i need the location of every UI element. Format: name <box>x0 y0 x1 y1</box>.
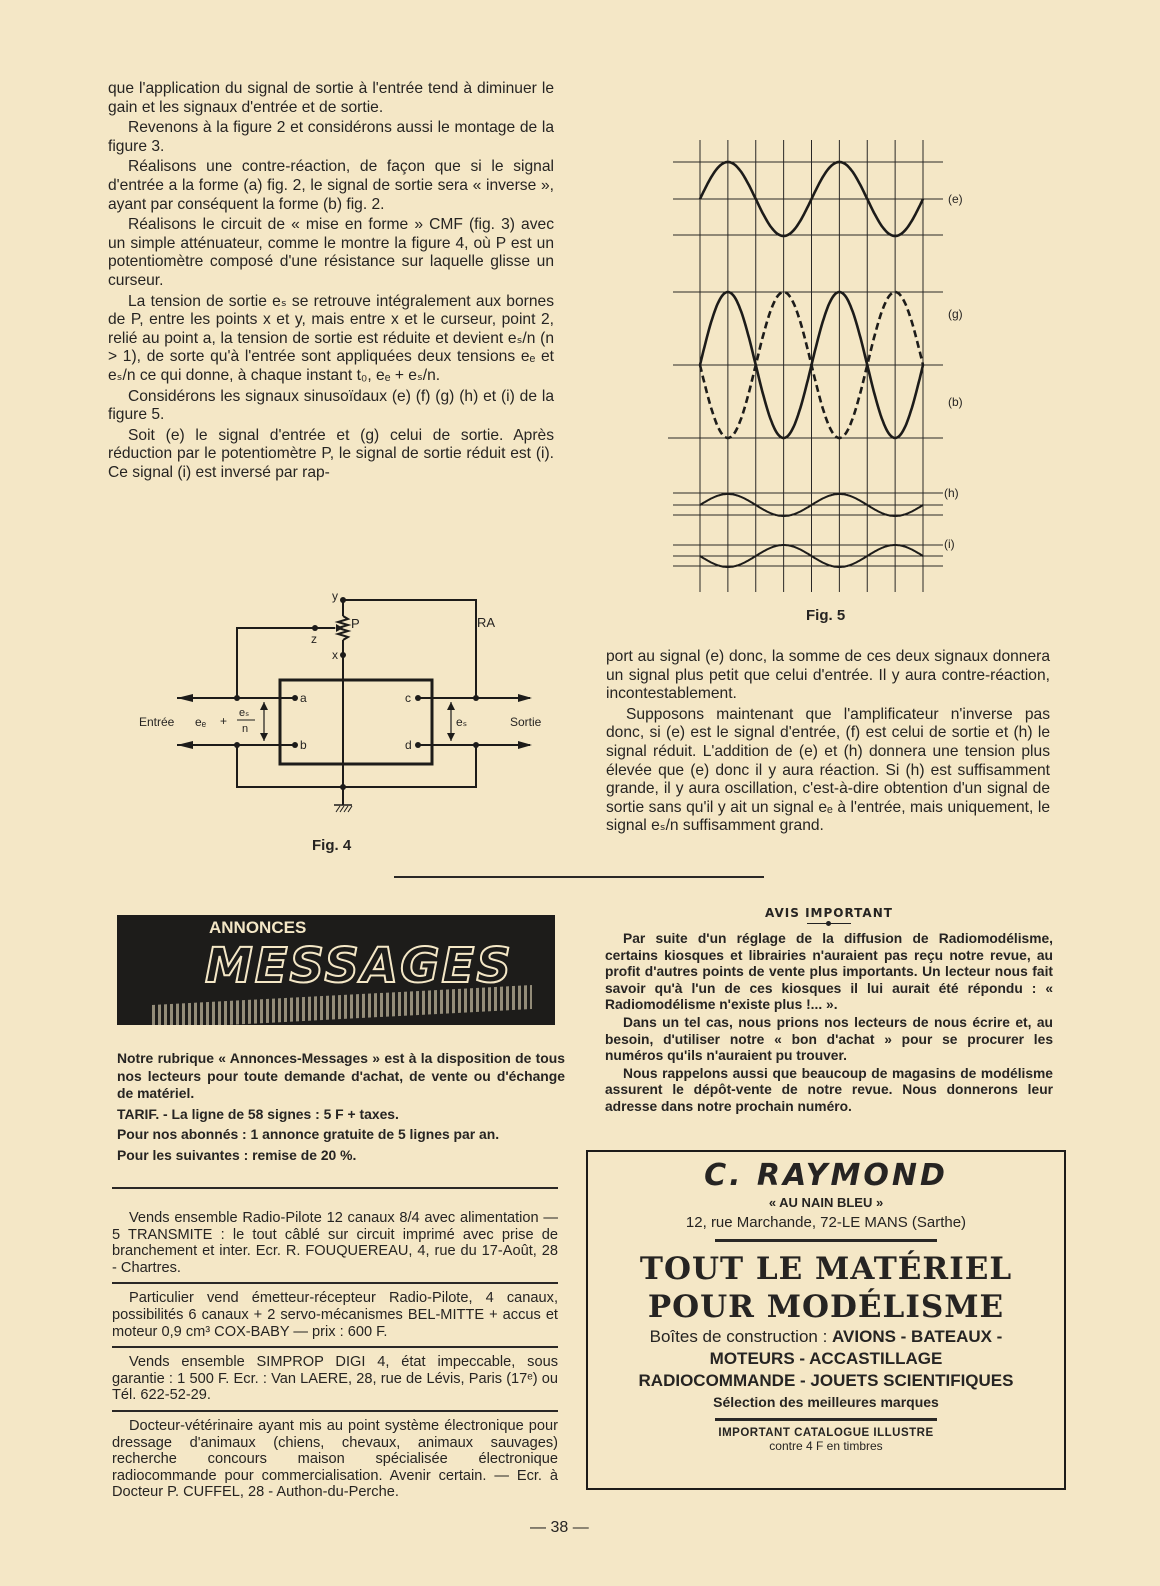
ad-text: Vends ensemble Radio-Pilote 12 canaux 8/4 avec alimentation — 5 TRANSMITE : le tout câblé sur circuit imprimé avec prise de branchement et inter. Ecr. R. FOUQUEREAU, 4, rue du 17-Août, 28 - Chartres. <box>112 1210 558 1276</box>
page-number: — 38 — <box>530 1519 589 1536</box>
es-numerator: eₛ <box>239 707 250 719</box>
classified-ad <box>112 1410 558 1507</box>
ad-text: Vends ensemble SIMPROP DIGI 4, état impeccable, sous garantie : 1 500 F. Ecr. : Van LAERE, 28, rue de Lévis, Paris (17ᵉ) ou Tél. 622-52-29. <box>112 1354 558 1404</box>
shop-name: « AU NAIN BLEU » <box>768 1195 884 1210</box>
ad-text: Particulier vend émetteur-récepteur Radio-Pilote, 4 canaux, possibilités 6 canaux + 2 servo-mécanismes BEL-MITTE + accus et moteur 0,9 cm³ COX-BABY — prix : 600 F. <box>112 1290 558 1340</box>
classified-ad <box>112 1346 558 1410</box>
title-ornament <box>807 923 851 924</box>
divider <box>715 1239 937 1242</box>
node-d-label: d <box>405 738 412 752</box>
node-z-label: z <box>311 632 317 646</box>
notice-title: AVIS IMPORTANT <box>765 906 893 920</box>
product-categories: AVIONS - BATEAUX - <box>832 1327 1003 1346</box>
headline: POUR MODÉLISME <box>647 1289 1005 1325</box>
notice-paragraph: Par suite d'un réglage de la diffusion de Radiomodélisme, certains kiosques et librairies n'auraient pas reçu notre revue, au profit d'autres points de vente plus importants. Un lecteur nous fait savoir qu'à l'un de ces kiosques il lui aurait été répondu : « Radiomodélisme n'existe plus !... ». <box>605 931 1053 1013</box>
selection-text: Sélection des meilleures marques <box>713 1394 939 1410</box>
ra-label: RA <box>477 615 496 630</box>
notice-paragraph: Nous rappelons aussi que beaucoup de magasins de modélisme assurent le dépôt-vente de notre revue. Nous donnerons leur adresse dans notre prochain numéro. <box>605 1065 1053 1114</box>
paragraph: port au signal (e) donc, la somme de ces deux signaux donnera un signal plus petit que celui d'entrée. Il y aura contre-réaction, incontestablement. <box>606 648 1050 703</box>
headline: TOUT LE MATÉRIEL <box>639 1251 1013 1287</box>
node-y-label: y <box>332 589 338 603</box>
product-prefix: Boîtes de construction : <box>649 1327 833 1346</box>
classified-ad <box>112 1282 558 1346</box>
notice-paragraph: Dans un tel cas, nous prions nos lecteurs de nous écrire et, au besoin, d'utiliser notre « bon d'achat » pour se procurer les numéros qu'ils n'auraient pu trouver. <box>605 1014 1053 1064</box>
label-e: (e) <box>948 192 963 206</box>
shop-address: 12, rue Marchande, 72-LE MANS (Sarthe) <box>685 1214 967 1231</box>
label-g: (g) <box>948 307 963 321</box>
potentiometer-label: P <box>351 616 360 631</box>
paragraph: Réalisons le circuit de « mise en forme » CMF (fig. 3) avec un simple atténuateur, comme le montre la figure 4, où P est un potentiomètre composé d'une résistance sur laquelle glisse un curseur. <box>108 216 554 289</box>
ad-text: Docteur-vétérinaire ayant mis au point système électronique pour dressage d'animaux (chiens, chevaux, animaux sauvages) recherche concours maison spécialisée électronique radiocommande pour commercialisation. Avenir certain. — Ecr. à Docteur P. CUFFEL, 28 - Authon-du-Perche. <box>112 1417 558 1501</box>
classified-ads <box>112 1187 558 1507</box>
node-c-label: c <box>405 691 411 705</box>
paragraph: Réalisons une contre-réaction, de façon que si le signal d'entrée a la forme (a) fig. 2, le signal de sortie sera « inverse », ayant par conséquent la forme (b) fig. 2. <box>108 158 554 213</box>
label-i: (i) <box>944 537 955 551</box>
suivantes-text: Pour les suivantes : remise de 20 %. <box>117 1146 357 1163</box>
output-label: Sortie <box>510 715 542 729</box>
ee-label: eₑ <box>195 715 207 729</box>
catalogue-price: contre 4 F en timbres <box>769 1439 883 1453</box>
avis-important-notice <box>605 906 1053 1117</box>
input-label: Entrée <box>139 715 175 729</box>
banner-messages-text: MESSAGES <box>205 938 513 994</box>
paragraph: Supposons maintenant que l'amplificateur n'inverse pas donc, si (e) est le signal d'entrée, (f) est celui de sortie et (h) le signal réduit. L'addition de (e) et (h) donnera une tension plus élevée que (e) donc il y aura réaction. Si (h) est suffisamment grande, il y aura oscillation, c'est-à-dire obtention d'un signal de sortie sans qu'il y ait un signal eₑ à l'entrée, mais uniquement, le signal eₛ/n suffisamment grand. <box>606 705 1050 835</box>
banner-annonces-text: ANNONCES <box>209 918 307 937</box>
section-divider <box>394 876 764 878</box>
paragraph: La tension de sortie eₛ se retrouve intégralement aux bornes de P, entre les points x et y, mais entre x et le curseur, point 2, relié au point a, la tension de sortie est réduite et devient eₛ/n (n > 1), de sorte qu'à l'entrée sont appliquées deux tensions eₑ et eₛ/n ce qui donne, à chaque instant t₀, eₑ + eₛ/n. <box>108 292 554 384</box>
figure-4-caption: Fig. 4 <box>312 837 352 854</box>
ground-icon <box>336 806 352 812</box>
divider <box>715 1418 937 1421</box>
shop-owner-name: C. RAYMOND <box>704 1158 948 1193</box>
label-b: (b) <box>948 395 963 409</box>
product-line: MOTEURS - ACCASTILLAGE <box>709 1349 943 1368</box>
product-line <box>588 1326 1064 1348</box>
intro-text: Notre rubrique « Annonces-Messages » est à la disposition de tous nos lecteurs pour toute demande d'achat, de vente ou d'échange de matériel. <box>117 1050 565 1101</box>
paragraph: Soit (e) le signal d'entrée et (g) celui de sortie. Après réduction par le potentiomètre P, le signal de sortie réduit est (i). Ce signal (i) est inversé par rap- <box>108 426 554 481</box>
annonces-intro <box>117 1050 565 1167</box>
raymond-advertisement <box>586 1150 1066 1490</box>
node-b-label: b <box>300 738 307 752</box>
classified-ad <box>112 1187 558 1282</box>
n-denominator: n <box>242 723 249 735</box>
abonnes-text: Pour nos abonnés : 1 annonce gratuite de 5 lignes par an. <box>117 1126 500 1142</box>
annonces-messages-banner <box>117 915 555 1025</box>
tarif-text: TARIF. - La ligne de 58 signes : 5 F + taxes. <box>117 1105 399 1122</box>
catalogue-text: IMPORTANT CATALOGUE ILLUSTRE <box>718 1427 934 1439</box>
paragraph: Revenons à la figure 2 et considérons aussi le montage de la figure 3. <box>108 119 554 155</box>
node-x-label: x <box>332 648 338 662</box>
figure-5-caption: Fig. 5 <box>806 607 846 624</box>
plus-label: + <box>220 714 228 728</box>
product-line: RADIOCOMMANDE - JOUETS SCIENTIFIQUES <box>638 1371 1014 1390</box>
paragraph: Considérons les signaux sinusoïdaux (e) (f) (g) (h) et (i) de la figure 5. <box>108 387 554 424</box>
label-h: (h) <box>944 486 959 500</box>
es-label: eₛ <box>456 715 468 729</box>
node-a-label: a <box>300 691 307 705</box>
paragraph: que l'application du signal de sortie à l'entrée tend à diminuer le gain et les signaux d'entrée et de sortie. <box>108 80 554 116</box>
